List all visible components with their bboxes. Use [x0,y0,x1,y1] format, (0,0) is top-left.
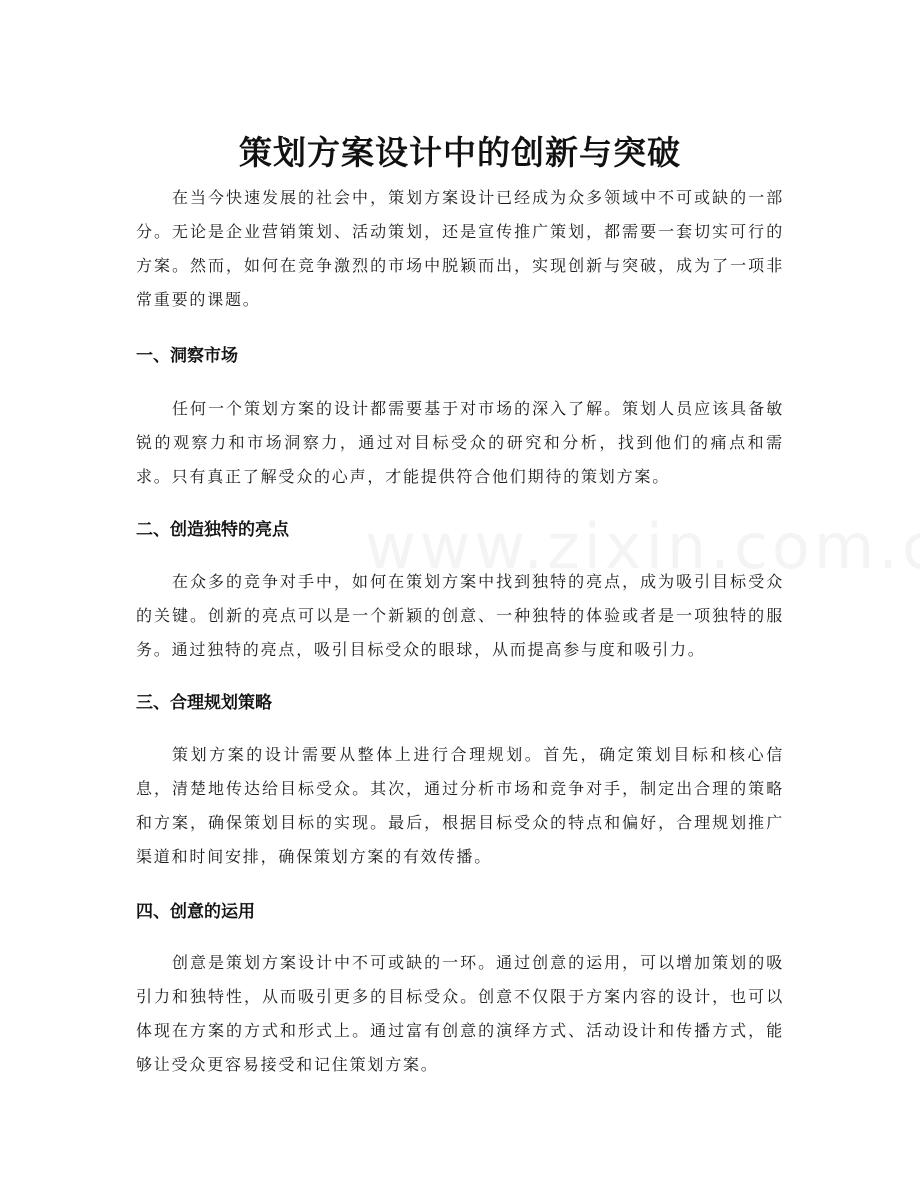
intro-paragraph: 在当今快速发展的社会中，策划方案设计已经成为众多领域中不可或缺的一部分。无论是企业营销策划、活动策划，还是宣传推广策划，都需要一套切实可行的方案。然而，如何在竞争激烈的市场中脱颖而出，实现创新与突破，成为了一项非常重要的课题。 [136,188,784,309]
section-heading-3: 三、合理规划策略 [136,693,272,713]
section-body-4: 创意是策划方案设计中不可或缺的一环。通过创意的运用，可以增加策划的吸引力和独特性，从而吸引更多的目标受众。创意不仅限于方案内容的设计，也可以体现在方案的方式和形式上。通过富有创意的演绎方式、活动设计和传播方式，能够让受众更容易接受和记住策划方案。 [136,953,784,1074]
document-title: 策划方案设计中的创新与突破 [239,133,681,173]
section-heading-2: 二、创造独特的亮点 [136,520,289,540]
section-body-3: 策划方案的设计需要从整体上进行合理规划。首先，确定策划目标和核心信息，清楚地传达给目标受众。其次，通过分析市场和竞争对手，制定出合理的策略和方案，确保策划目标的实现。最后，根据目标受众的特点和偏好，合理规划推广渠道和时间安排，确保策划方案的有效传播。 [136,745,784,866]
section-heading-1: 一、洞察市场 [136,346,238,366]
section-body-2: 在众多的竞争对手中，如何在策划方案中找到独特的亮点，成为吸引目标受众的关键。创新的亮点可以是一个新颖的创意、一种独特的体验或者是一项独特的服务。通过独特的亮点，吸引目标受众的眼球，从而提高参与度和吸引力。 [136,572,784,659]
section-body-1: 任何一个策划方案的设计都需要基于对市场的深入了解。策划人员应该具备敏锐的观察力和市场洞察力，通过对目标受众的研究和分析，找到他们的痛点和需求。只有真正了解受众的心声，才能提供符合他们期待的策划方案。 [136,399,784,486]
section-heading-4: 四、创意的运用 [136,902,255,922]
